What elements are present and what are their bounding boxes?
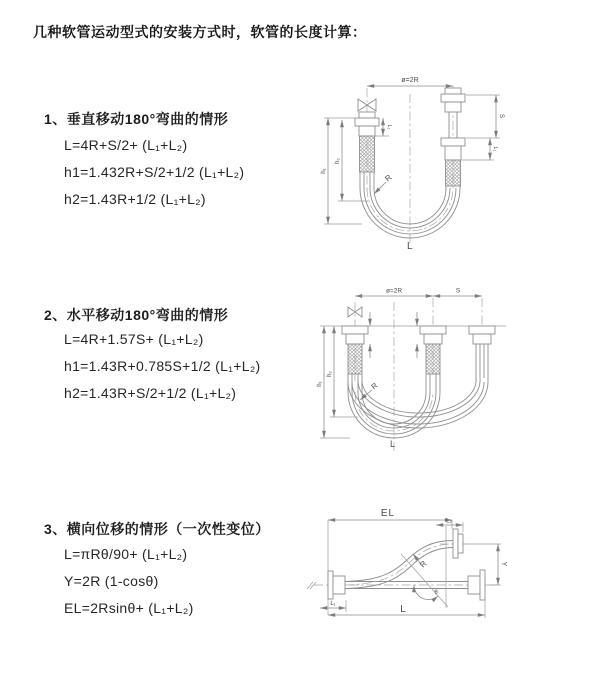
right-flange-fitting [469, 326, 495, 344]
horizontal-bend-diagram [310, 282, 540, 472]
upper-flange-fitting [453, 529, 463, 558]
section-2-formula-h2: h2=1.43R+S/2+1/2 (L₁+L₂) [64, 385, 237, 401]
length-label: L [407, 241, 413, 252]
l1-dimension [320, 600, 346, 612]
section-3-formula-Y: Y=2R (1-cosθ) [64, 573, 159, 589]
length-label: L [390, 439, 396, 449]
section-1-formula-L: L=4R+S/2+ (L₁+L₂) [64, 137, 188, 153]
h2-dimension-label: h₂ [335, 158, 341, 164]
radius-leader [374, 173, 394, 194]
width-dimension-label: ø=2R [385, 287, 403, 295]
l-dimension [328, 600, 485, 618]
y-dimension-label: Y [500, 561, 507, 567]
page-title: 几种软管运动型式的安装方式时，软管的长度计算： [33, 24, 367, 40]
s-dimension-label: S [498, 113, 504, 119]
section-1-heading: 1、垂直移动180°弯曲的情形 [44, 111, 229, 127]
theta-label: θ [434, 590, 438, 596]
width-dimension-label: ø=2R [401, 77, 419, 84]
left-port-dimension-label: L₁ [386, 124, 392, 130]
l2-dimension [436, 519, 463, 533]
el-dimension-label: EL [380, 508, 396, 519]
section-2-formula-L: L=4R+1.57S+ (L₁+L₂) [64, 331, 204, 347]
centerlines [367, 86, 453, 246]
left-braid-section [348, 344, 362, 374]
vertical-bend-diagram [310, 68, 600, 263]
h1-dimension-label: h₁ [317, 381, 323, 387]
radius-label: R [369, 380, 380, 392]
length-label: L [400, 604, 406, 615]
h1-dimension-label: h₁ [321, 168, 327, 174]
radius-label: R [418, 559, 429, 570]
lateral-displacement-diagram [300, 496, 600, 656]
middle-braid-section [426, 344, 440, 374]
right-flange-fitting [441, 88, 465, 112]
radius-label: R [383, 172, 394, 184]
l1-dimension-label: L₁ [330, 601, 336, 607]
section-1-formula-h1: h1=1.432R+S/2+1/2 (L₁+L₂) [64, 164, 245, 180]
right-port-dimension-label: L₁ [492, 146, 498, 152]
top-dimensions [355, 288, 482, 297]
right-union-fitting [441, 138, 465, 160]
width-dimension [367, 77, 453, 86]
s-dimension-label: S [455, 287, 461, 295]
h2-dimension-label: h₂ [327, 371, 333, 377]
fitting-height-arrows [370, 312, 417, 358]
hose-u-bend-moved [348, 344, 488, 428]
section-3-heading: 3、横向位移的情形（一次性变位） [44, 521, 270, 537]
right-braid-section [446, 160, 461, 186]
section-1-formula-h2: h2=1.43R+1/2 (L₁+L₂) [64, 191, 206, 207]
middle-flange-fitting [420, 326, 446, 344]
left-braid-section [360, 136, 375, 172]
section-2-heading: 2、水平移动180°弯曲的情形 [44, 307, 229, 323]
left-flange-fitting [355, 112, 379, 136]
l2-dimension-label: L₂ [446, 518, 452, 525]
left-flange-fitting [342, 326, 368, 344]
section-2-formula-h1: h1=1.43R+0.785S+1/2 (L₁+L₂) [64, 358, 261, 374]
left-flange-fitting [328, 571, 345, 599]
right-flange-fitting [468, 570, 485, 600]
right-side-dimensions [462, 95, 504, 160]
section-3-formula-EL: EL=2Rsinθ+ (L₁+L₂) [64, 600, 194, 616]
section-3-formula-L: L=πRθ/90+ (L₁+L₂) [64, 546, 188, 562]
